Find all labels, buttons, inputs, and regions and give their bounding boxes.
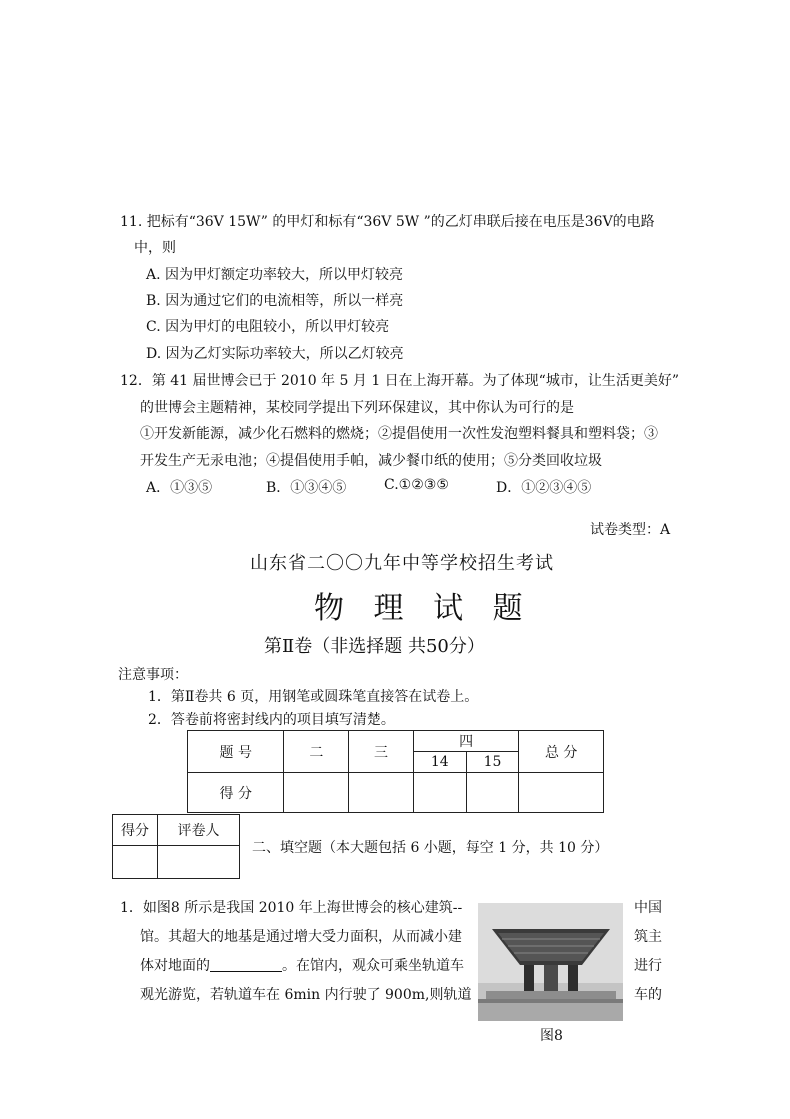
q1-right-4: 车的 [634,987,662,1003]
score-table [187,730,604,813]
q11-option-b: B. 因为通过它们的电流相等，所以一样亮 [146,293,404,309]
q12-option-d: D．①②③④⑤ [496,480,592,496]
note-item-2: 2．答卷前将密封线内的项目填写清楚。 [148,712,395,728]
q11-option-a: A. 因为甲灯额定功率较大，所以甲灯较亮 [146,267,404,283]
grader-score-label: 得分 [113,815,158,846]
q1-line2: 馆。其超大的地基是通过增大受力面积，从而减小建 [140,929,462,945]
q11-line2: 中，则 [134,240,176,256]
exam-type: 试卷类型：A [590,522,671,538]
score-table-header-number: 题 号 [188,731,284,773]
q11-option-d: D. 因为乙灯实际功率较大，所以乙灯较亮 [146,346,404,362]
q1-right-3: 进行 [634,958,662,974]
figure-caption: 图8 [540,1028,563,1044]
q1-line4: 观光游览，若轨道车在 6min 内行驶了 900m,则轨道 [140,987,472,1003]
note-item-1: 1．第Ⅱ卷共 6 页，用钢笔或圆珠笔直接答在试卷上。 [148,689,479,705]
score-table-col-4: 四 [413,731,519,752]
score-table-row-score: 得 分 [188,773,284,813]
grader-score-cell[interactable] [113,846,158,879]
paper-section-title: 第Ⅱ卷（非选择题 共50分） [264,636,485,657]
q12-option-a: A．①③⑤ [146,480,213,496]
section-fill-blank-title: 二、填空题（本大题包括 6 小题，每空 1 分，共 10 分） [252,840,609,856]
notes-title: 注意事项： [118,667,188,683]
q12-line4: 开发生产无汞电池；④提倡使用手帕，减少餐巾纸的使用；⑤分类回收垃圾 [140,453,602,469]
score-table-sub-14: 14 [413,752,466,773]
subject-title: 物 理 试 题 [314,591,533,626]
q11-line1: 11. 把标有“36V 15W” 的甲灯和标有“36V 5W ”的乙灯串联后接在电压是36V的电路 [120,214,655,230]
score-cell[interactable] [349,773,414,813]
q12-line2: 的世博会主题精神，某校同学提出下列环保建议，其中你认为可行的是 [140,400,574,416]
grader-reviewer-cell[interactable] [158,846,240,879]
q1-line1: 1．如图8 所示是我国 2010 年上海世博会的核心建筑-- [120,900,463,916]
score-table-sub-15: 15 [466,752,519,773]
grader-box [112,814,240,879]
q12-line3: ①开发新能源，减少化石燃料的燃烧；②提倡使用一次性发泡塑料餐具和塑料袋；③ [140,426,658,442]
q1-line3 [140,955,464,975]
q1-right-2: 筑主 [634,929,662,945]
score-table-col-2: 二 [284,731,349,773]
score-cell[interactable] [413,773,466,813]
grader-reviewer-label: 评卷人 [158,815,240,846]
q12-line1: 12．第 41 届世博会已于 2010 年 5 月 1 日在上海开幕。为了体现“城市，让生活更美好” [120,373,679,389]
score-cell[interactable] [466,773,519,813]
china-pavilion-photo [478,903,623,1021]
q11-option-c: C. 因为甲灯的电阻较小，所以甲灯较亮 [146,319,390,335]
q1-line3-start: 体对地面的 [140,958,210,974]
exam-header-title: 山东省二〇〇九年中等学校招生考试 [250,553,554,574]
score-cell[interactable] [519,773,604,813]
q1-right-1: 中国 [634,900,662,916]
q1-line3-end: 。在馆内，观众可乘坐轨道车 [282,958,464,974]
score-table-col-3: 三 [349,731,414,773]
answer-blank[interactable] [210,957,282,972]
q12-option-b: B．①③④⑤ [266,480,347,496]
score-cell[interactable] [284,773,349,813]
score-table-total: 总 分 [519,731,604,773]
q12-option-c: C.①②③⑤ [384,477,449,493]
china-pavilion-illustration [478,903,623,1021]
